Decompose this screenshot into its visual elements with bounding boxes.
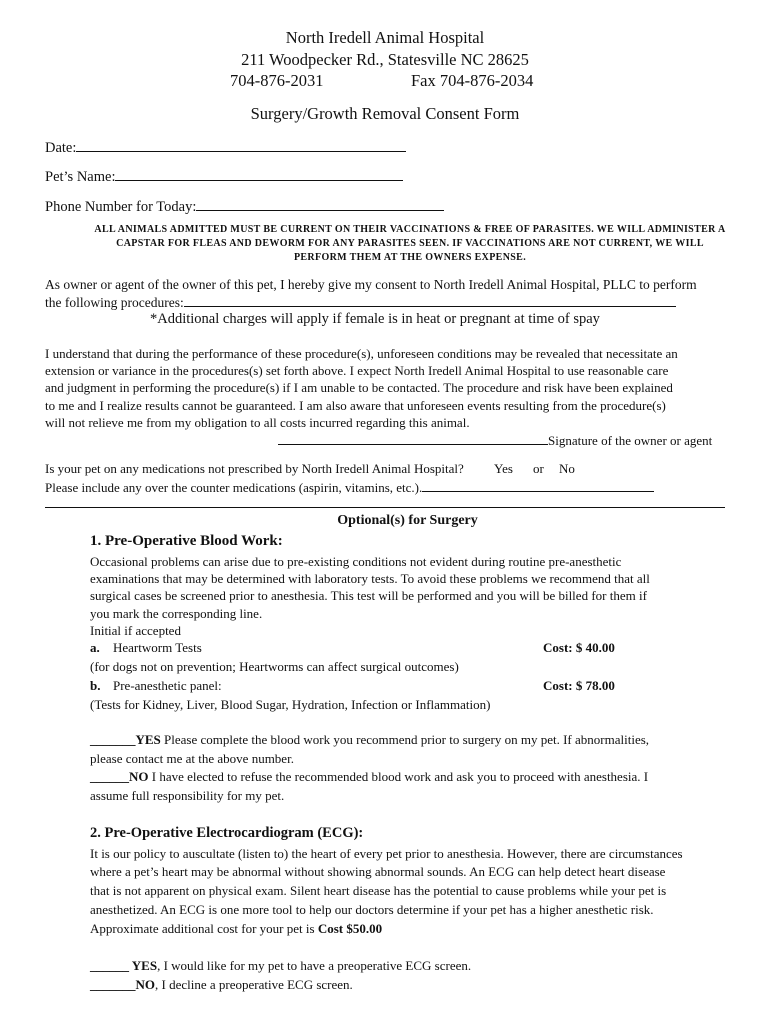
signature-field[interactable] xyxy=(278,432,712,449)
signature-line[interactable] xyxy=(278,432,548,445)
blood-work-text-2: examinations that may be determined with laboratory tests. To avoid these problems we recommend that all xyxy=(90,571,650,586)
blood-work-yes-text: Please complete the blood work you recommend prior to surgery on my pet. If abnormalities, xyxy=(160,732,650,747)
date-field[interactable] xyxy=(45,137,406,157)
option-b-letter: b. xyxy=(90,678,101,693)
blood-work-text-4: you mark the corresponding line. xyxy=(90,606,263,621)
understanding-line-4: to me and I realize results cannot be guaranteed. I am also aware that unforeseen events resulting from the procedure(s) xyxy=(45,398,666,413)
ecg-no-word: NO xyxy=(135,977,155,992)
ecg-heading: 2. Pre-Operative Electrocardiogram (ECG): xyxy=(90,825,364,841)
blood-work-heading: 1. Pre-Operative Blood Work: xyxy=(90,533,283,549)
understanding-line-3: and judgment in performing the procedure(s) if I am unable to be contacted. The procedure and risk have been explained xyxy=(45,380,673,395)
understanding-line-2: extension or variance in the procedures(s) set forth above. I expect North Iredell Animal Hospital to use reasonable care xyxy=(45,363,669,378)
hospital-address: 211 Woodpecker Rd., Statesville NC 28625 xyxy=(241,50,529,69)
blood-work-no-option[interactable] xyxy=(90,769,648,785)
medications-or: or xyxy=(533,461,544,476)
form-title: Surgery/Growth Removal Consent Form xyxy=(250,104,520,123)
medications-yes[interactable]: Yes xyxy=(494,461,513,476)
otc-medications-field[interactable] xyxy=(45,479,654,496)
blood-work-yes-option[interactable] xyxy=(90,732,649,748)
consent-line-1: As owner or agent of the owner of this pet, I hereby give my consent to North Iredell Animal Hospital, PLLC to perform xyxy=(45,277,697,292)
date-line[interactable] xyxy=(76,137,406,152)
blood-work-yes-word: YES xyxy=(135,732,161,747)
phone-field[interactable] xyxy=(45,196,444,216)
blood-work-no-text: I have elected to refuse the recommended blood work and ask you to proceed with anesthesia. I xyxy=(148,769,649,784)
blood-work-no-text-2: assume full responsibility for my pet. xyxy=(90,788,285,803)
heartworm-cost: Cost: $ 40.00 xyxy=(543,640,615,655)
pet-name-line[interactable] xyxy=(115,166,403,181)
consent-line-2[interactable] xyxy=(45,294,676,311)
ecg-no-text: , I decline a preoperative ECG screen. xyxy=(155,977,353,992)
signature-label: Signature of the owner or agent xyxy=(548,433,713,448)
additional-charges-note: *Additional charges will apply if female is in heat or pregnant at time of spay xyxy=(150,311,600,327)
heartworm-note: (for dogs not on prevention; Heartworms can affect surgical outcomes) xyxy=(90,659,459,674)
hospital-name: North Iredell Animal Hospital xyxy=(285,28,485,47)
ecg-no-option[interactable] xyxy=(90,977,353,993)
panel-note: (Tests for Kidney, Liver, Blood Sugar, Hydration, Infection or Inflammation) xyxy=(90,697,491,712)
initial-if-accepted: Initial if accepted xyxy=(90,623,181,638)
understanding-line-1: I understand that during the performance of these procedure(s), unforeseen conditions may be revealed that necessitate an xyxy=(45,346,678,361)
phone-line[interactable] xyxy=(196,196,444,211)
panel-cost: Cost: $ 78.00 xyxy=(543,678,615,693)
ecg-yes-word: YES xyxy=(131,958,158,973)
heartworm-tests-label[interactable]: Heartworm Tests xyxy=(113,640,202,655)
pet-name-label: Pet’s Name: xyxy=(45,169,116,185)
ecg-yes-option[interactable] xyxy=(90,958,471,974)
medications-question: Is your pet on any medications not prescribed by North Iredell Animal Hospital? xyxy=(45,461,464,476)
understanding-line-5: will not relieve me from my obligation to all costs incurred regarding this animal. xyxy=(45,415,470,430)
blood-work-yes-text-2: please contact me at the above number. xyxy=(90,751,294,766)
medications-no[interactable]: No xyxy=(559,461,575,476)
blood-work-text-1: Occasional problems can arise due to pre-existing conditions not evident during routine pre-anesthetic xyxy=(90,554,622,569)
date-label: Date: xyxy=(45,140,77,156)
section-divider xyxy=(45,507,725,508)
procedures-line[interactable] xyxy=(184,294,676,307)
pre-anesthetic-panel-label[interactable]: Pre-anesthetic panel: xyxy=(113,678,222,693)
ecg-text-1: It is our policy to auscultate (listen to) the heart of every pet prior to anesthesia. However, there are circumstances xyxy=(90,846,683,861)
blood-work-no-word: NO xyxy=(129,769,149,784)
blood-work-text-3: surgical cases be screened prior to anesthesia. This test will be performed and you will be billed for them if xyxy=(90,588,647,603)
otc-medications-line[interactable] xyxy=(422,479,654,492)
ecg-yes-blank[interactable]: ______ xyxy=(90,958,132,973)
ecg-no-blank[interactable]: _______ xyxy=(90,977,136,992)
vaccination-notice: ALL ANIMALS ADMITTED MUST BE CURRENT ON THEIR VACCINATIONS & FREE OF PARASITES. WE WILL ADMINISTER A CAPSTAR FOR FLEAS AND DEWORM FOR ANY PARASITES SEEN. IF VACCINATIONS ARE NOT CURRENT, WE WILL PERFORM THEM AT THE OWNERS EXPENSE. xyxy=(94,224,726,263)
ecg-text-4: anesthetized. An ECG is one more tool to help our doctors determine if your pet has a higher anesthetic risk. xyxy=(90,902,654,917)
ecg-cost-intro: Approximate additional cost for your pet is xyxy=(90,921,318,936)
ecg-yes-text: , I would like for my pet to have a preoperative ECG screen. xyxy=(157,958,472,973)
hospital-fax: Fax 704-876-2034 xyxy=(411,71,534,90)
ecg-text-3: that is not apparent on physical exam. Silent heart disease has the potential to cause problems while your pet is xyxy=(90,883,667,898)
blood-work-yes-blank[interactable]: _______ xyxy=(90,732,136,747)
ecg-text-2: where a pet’s heart may be abnormal without showing abnormal sounds. An ECG can help detect heart disease xyxy=(90,864,666,879)
blood-work-no-blank[interactable]: ______ xyxy=(90,769,129,784)
option-a-letter: a. xyxy=(90,640,100,655)
procedures-label: the following procedures: xyxy=(45,295,184,310)
phone-label: Phone Number for Today: xyxy=(45,199,197,215)
ecg-cost: Cost $50.00 xyxy=(317,921,383,936)
optional-title: Optional(s) for Surgery xyxy=(337,513,478,528)
ecg-text-5 xyxy=(90,921,382,937)
hospital-phone: 704-876-2031 xyxy=(230,71,324,90)
otc-medications-label: Please include any over the counter medications (aspirin, vitamins, etc.). xyxy=(45,480,423,495)
pet-name-field[interactable] xyxy=(45,166,403,186)
